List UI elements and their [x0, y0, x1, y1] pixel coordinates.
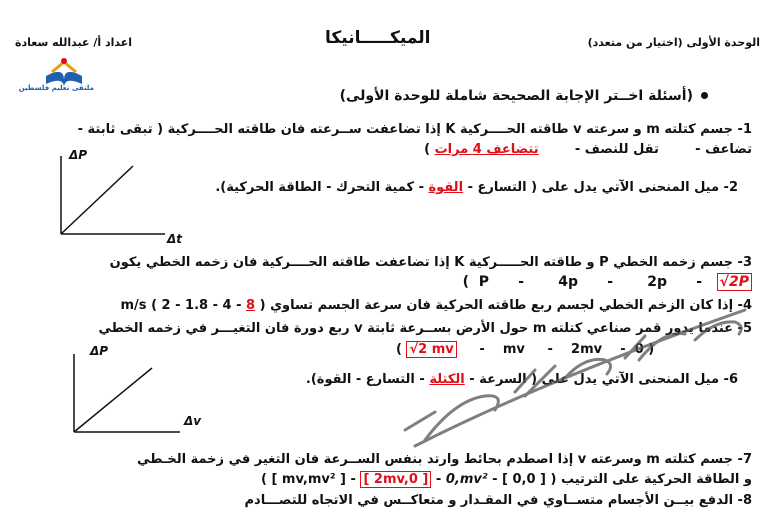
q2-text: 2- ميل المنحنى الآتي يدل على ( التسارع - — [467, 180, 738, 195]
bullet-icon — [701, 92, 708, 99]
author-watermark — [395, 300, 755, 450]
q7-close: ) — [260, 472, 267, 487]
graph1-y-label: ΔP — [69, 148, 88, 162]
q7-option-1: [ mv,mv² ] — [271, 472, 346, 487]
q6-answer: الكتلة — [429, 372, 465, 387]
q4-rest: - 4 - 1.8 - 2 ) m/s — [120, 298, 242, 313]
q6-text: 6- ميل المنحنى الآتي يدل على ( السرعة - — [469, 372, 738, 387]
question-2 — [215, 180, 738, 195]
question-7-line1: 7- جسم كتلته m وسرعته v إذا اصطدم بحائط وارتد بنفس الســرعة فان التغير في زخمة الخـطي — [137, 452, 752, 467]
page-title: الميكـــــانيكا — [325, 28, 431, 48]
q4-answer: 8 — [246, 298, 256, 313]
graph-momentum-time — [45, 146, 195, 246]
q5-option-mv: mv — [502, 342, 525, 357]
author-label: اعداد أ/ عبدالله سعادة — [15, 36, 133, 49]
q3-option-p: P — [478, 274, 490, 290]
q2-answer: القوة — [428, 180, 464, 195]
question-3-options: ( P - 4p - 2p - √2P — [463, 274, 752, 290]
q7-option-3: 0,mv² — [445, 472, 488, 487]
graph2-y-label: ΔP — [90, 344, 109, 358]
q3-option-4p: 4p — [558, 274, 579, 290]
graph-momentum-velocity — [60, 342, 210, 442]
q4-text: 4- إذا كان الزخم الخطي لجسم ربع طاقته الحركية فان سرعة الجسم تساوي ( — [259, 298, 752, 313]
q7-text: و الطاقة الحركية على الترتيب ( — [550, 472, 752, 487]
question-1-line1: 1- جسم كتلته m و سرعته v طاقته الحــــركية K إذا تضاعفت ســرعته فان طاقته الحــــركية ( تبقى ثابتة - — [77, 122, 752, 137]
unit-label: الوحدة الأولى (اختيار من متعدد) — [587, 36, 760, 49]
q3-answer: √2P — [717, 273, 752, 291]
forum-logo — [18, 54, 94, 94]
q7-option-4: [ 0,0 ] — [502, 472, 546, 487]
q5-option-0: 0 — [634, 342, 644, 357]
q1-answer: تتضاعف 4 مرات — [434, 142, 539, 157]
question-5-options: ( √2 mv - mv - 2mv - 0 ) — [396, 342, 655, 357]
logo-text: ملتقى تعليم فلسطين — [18, 84, 94, 92]
section-title: (أسئلة اخــتر الإجابة الصحيحة شاملة للوحدة الأولى) — [339, 88, 693, 104]
q5-answer: √2 mv — [406, 341, 456, 358]
q7-answer: [ 2mv,0 ] — [360, 471, 431, 488]
q6-rest: - التسارع - القوة). — [305, 372, 425, 387]
q3-open: ( — [462, 274, 470, 290]
graph1-x-label: Δt — [167, 232, 183, 246]
q2-rest: - كمية التحرك - الطاقة الحركية). — [215, 180, 424, 195]
question-7-line2: و الطاقة الحركية على الترتيب ( [ mv,mv² ] - [ 2mv,0 ] - 0,mv² - [ 0,0 ] ) — [260, 472, 752, 487]
q1-option-b: تقل للنصف — [584, 142, 659, 157]
question-8: 8- الدفع بيــن الأجسام متســاوي في المقـدار و متعاكــس في الاتجاه للتصـــادم — [244, 493, 752, 508]
watermark-signature-icon — [395, 300, 755, 450]
question-1-line2: تضاعف - تقل للنصف - تتضاعف 4 مرات ) — [424, 142, 752, 157]
q1-option-a: تضاعف — [705, 142, 752, 157]
graph2-x-label: Δv — [184, 414, 202, 428]
question-3-line1: 3- جسم زخمه الخطي P و طاقته الحـــــركية K إذا تضاعفت طاقته الحــــركية فان زخمه الخطي يكون — [109, 255, 752, 270]
q1-close: ) — [424, 142, 431, 157]
q3-option-2p: 2p — [647, 274, 667, 290]
q5-option-2mv: 2mv — [571, 342, 603, 357]
question-5-line1: 5- عندما يدور قمر صناعي كتلته m حول الأرض بســرعة ثابتة v ربع دورة فان التغيـــر في زخمه الخطي — [98, 321, 752, 336]
